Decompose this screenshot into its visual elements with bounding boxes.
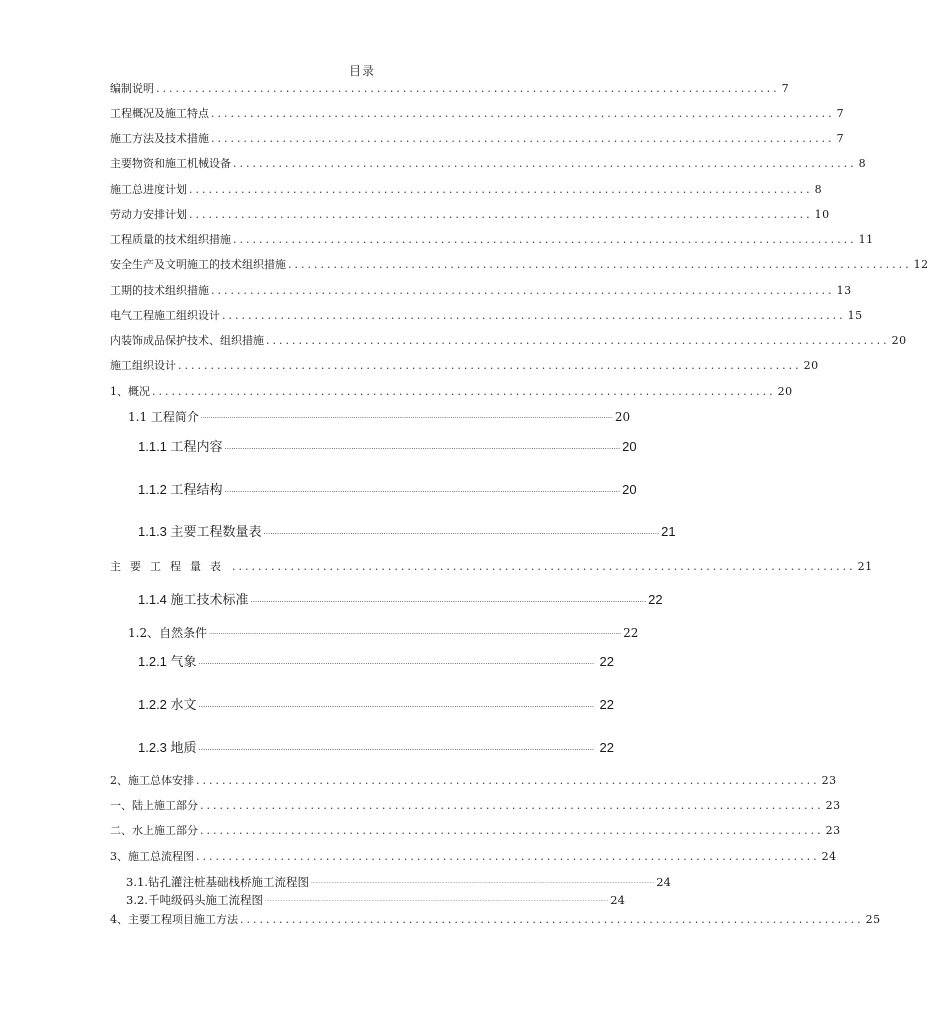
toc-leader: .................................................................................................................................................................................. — [224, 485, 621, 494]
toc-entry[interactable] — [110, 82, 790, 96]
toc-entry[interactable] — [110, 284, 852, 298]
toc-entry-page: 7 — [781, 82, 790, 95]
toc-entry[interactable] — [110, 774, 837, 788]
toc-entry-label: 1.1.3 主要工程数量表 — [138, 524, 262, 539]
toc-leader: .................................................................................................................................................................................. — [198, 743, 595, 752]
toc-leader: ................................................................................................ — [178, 359, 802, 372]
toc-entry-page: 22 — [599, 740, 614, 755]
toc-entry[interactable] — [110, 385, 793, 399]
toc-entry[interactable] — [126, 875, 671, 889]
toc-entry-label: 电气工程施工组织设计 — [110, 309, 220, 322]
toc-entry[interactable] — [138, 654, 614, 670]
toc-entry[interactable] — [138, 697, 614, 713]
toc-entry[interactable] — [138, 524, 676, 540]
toc-entry-page: 23 — [825, 824, 841, 837]
toc-entry[interactable] — [110, 233, 874, 247]
toc-entry-label: 1、概况 — [110, 385, 150, 398]
toc-entry-label: 1.1.1 工程内容 — [138, 439, 223, 454]
toc-entry[interactable] — [110, 157, 867, 171]
toc-entry-page: 8 — [858, 157, 867, 170]
toc-leader: ................................................................................................ — [211, 132, 835, 145]
toc-entry-label: 施工方法及技术措施 — [110, 132, 209, 145]
toc-leader: ................................................................................................ — [233, 233, 857, 246]
toc-entry-label: 内装饰成品保护技术、组织措施 — [110, 334, 264, 347]
toc-entry-page: 11 — [858, 233, 874, 246]
toc-entry[interactable] — [110, 913, 881, 927]
toc-leader: ................................................................................................ — [288, 258, 912, 271]
toc-leader: ................................................................................................ — [222, 309, 846, 322]
toc-entry-label: 3.2.千吨级码头施工流程图 — [126, 893, 263, 907]
toc-entry-page: 23 — [825, 799, 841, 812]
toc-leader: .................................................................................................................................................................................. — [224, 442, 621, 451]
toc-leader: ........................................................................................................................................................................................................................ — [310, 879, 655, 885]
toc-entry-page: 12 — [913, 258, 929, 271]
toc-entry-page: 7 — [836, 132, 845, 145]
toc-entry-page: 22 — [623, 626, 639, 640]
toc-leader: ................................................................................................ — [152, 385, 776, 398]
toc-entry[interactable] — [128, 410, 631, 424]
toc-entry-page: 13 — [836, 284, 852, 297]
toc-leader: ................................................................................................ — [196, 774, 820, 787]
toc-entry[interactable] — [138, 592, 663, 608]
toc-entry-page: 24 — [821, 850, 837, 863]
toc-entry-label: 安全生产及文明施工的技术组织措施 — [110, 258, 286, 271]
toc-entry[interactable] — [128, 626, 639, 640]
toc-entry-label: 1.2.2 水文 — [138, 697, 197, 712]
toc-entry-label: 一、陆上施工部分 — [110, 799, 198, 812]
toc-entry-page: 22 — [648, 592, 663, 607]
toc-entry-page: 7 — [836, 107, 845, 120]
toc-leader: .................................................................................................................................................................................. — [198, 700, 595, 709]
toc-entry-page: 20 — [622, 439, 637, 454]
toc-entry[interactable] — [138, 482, 637, 498]
toc-entry[interactable] — [138, 740, 614, 756]
toc-leader: ................................................................................................ — [232, 560, 856, 573]
toc-entry-page: 15 — [847, 309, 863, 322]
toc-entry[interactable] — [110, 309, 863, 323]
toc-entry-label: 施工组织设计 — [110, 359, 176, 372]
toc-entry-label: 1.1 工程简介 — [128, 410, 199, 424]
toc-entry-page: 22 — [599, 697, 614, 712]
toc-entry[interactable] — [138, 439, 637, 455]
toc-entry-label: 二、水上施工部分 — [110, 824, 198, 837]
toc-entry-page: 20 — [803, 359, 819, 372]
toc-entry[interactable] — [110, 560, 873, 574]
toc-leader: ........................................................................................................................................................................................................................ — [209, 629, 622, 636]
toc-entry[interactable] — [110, 359, 819, 373]
toc-entry-page: 20 — [891, 334, 907, 347]
toc-leader: ................................................................................................ — [266, 334, 890, 347]
toc-entry[interactable] — [110, 334, 907, 348]
toc-entry-label: 1.2.1 气象 — [138, 654, 197, 669]
toc-entry-label: 劳动力安排计划 — [110, 208, 187, 221]
toc-leader: ................................................................................................ — [211, 284, 835, 297]
toc-entry-label: 3.1.钻孔灌注桩基础栈桥施工流程图 — [126, 875, 309, 889]
toc-entry-label: 主要工程量表 — [110, 560, 230, 573]
toc-entry-label: 编制说明 — [110, 82, 154, 95]
toc-entry[interactable] — [110, 824, 841, 838]
toc-entry-page: 21 — [857, 560, 873, 573]
toc-leader: ................................................................................................ — [200, 824, 824, 837]
toc-entry-label: 1.2.3 地质 — [138, 740, 197, 755]
toc-entry-page: 21 — [661, 524, 676, 539]
toc-title: 目录 — [348, 64, 375, 78]
toc-entry-label: 1.2、自然条件 — [128, 626, 208, 640]
toc-entry-label: 工程概况及施工特点 — [110, 107, 209, 120]
toc-entry-label: 2、施工总体安排 — [110, 774, 194, 787]
toc-entry-label: 工程质量的技术组织措施 — [110, 233, 231, 246]
toc-leader: ................................................................................................ — [196, 850, 820, 863]
toc-entry[interactable] — [110, 107, 845, 121]
toc-entry-label: 主要物资和施工机械设备 — [110, 157, 231, 170]
toc-leader: ........................................................................................................................................................................................................................ — [264, 897, 609, 903]
toc-entry[interactable] — [110, 850, 837, 864]
toc-entry-page: 22 — [599, 654, 614, 669]
toc-entry-label: 3、施工总流程图 — [110, 850, 194, 863]
toc-entry[interactable] — [110, 799, 841, 813]
toc-leader: ................................................................................................ — [156, 82, 780, 95]
toc-entry-label: 工期的技术组织措施 — [110, 284, 209, 297]
toc-entry-label: 1.1.2 工程结构 — [138, 482, 223, 497]
toc-entry[interactable] — [126, 893, 625, 907]
toc-leader: ................................................................................................ — [240, 913, 864, 926]
toc-entry[interactable] — [110, 132, 845, 146]
toc-entry-page: 20 — [614, 410, 631, 424]
toc-entry-page: 24 — [610, 893, 625, 907]
toc-entry-page: 8 — [814, 183, 823, 196]
toc-leader: ................................................................................................ — [233, 157, 857, 170]
toc-leader: ................................................................................................ — [200, 799, 824, 812]
toc-leader: .................................................................................................................................................................................. — [250, 595, 647, 604]
toc-entry[interactable] — [110, 258, 929, 272]
toc-entry-page: 10 — [814, 208, 830, 221]
toc-entry-page: 20 — [622, 482, 637, 497]
toc-entry-label: 4、主要工程项目施工方法 — [110, 913, 238, 926]
toc-entry-label: 施工总进度计划 — [110, 183, 187, 196]
toc-entry-page: 24 — [656, 875, 671, 889]
toc-entry-page: 25 — [865, 913, 881, 926]
toc-leader: ........................................................................................................................................................................................................................ — [200, 413, 613, 420]
toc-entry[interactable] — [110, 183, 823, 197]
toc-entry-label: 1.1.4 施工技术标准 — [138, 592, 249, 607]
toc-leader: ................................................................................................ — [189, 183, 813, 196]
toc-entry[interactable] — [110, 208, 830, 222]
toc-leader: .................................................................................................................................................................................. — [263, 527, 660, 536]
toc-entry-page: 20 — [777, 385, 793, 398]
toc-leader: ................................................................................................ — [189, 208, 813, 221]
toc-leader: ................................................................................................ — [211, 107, 835, 120]
toc-leader: .................................................................................................................................................................................. — [198, 657, 595, 666]
toc-entry-page: 23 — [821, 774, 837, 787]
